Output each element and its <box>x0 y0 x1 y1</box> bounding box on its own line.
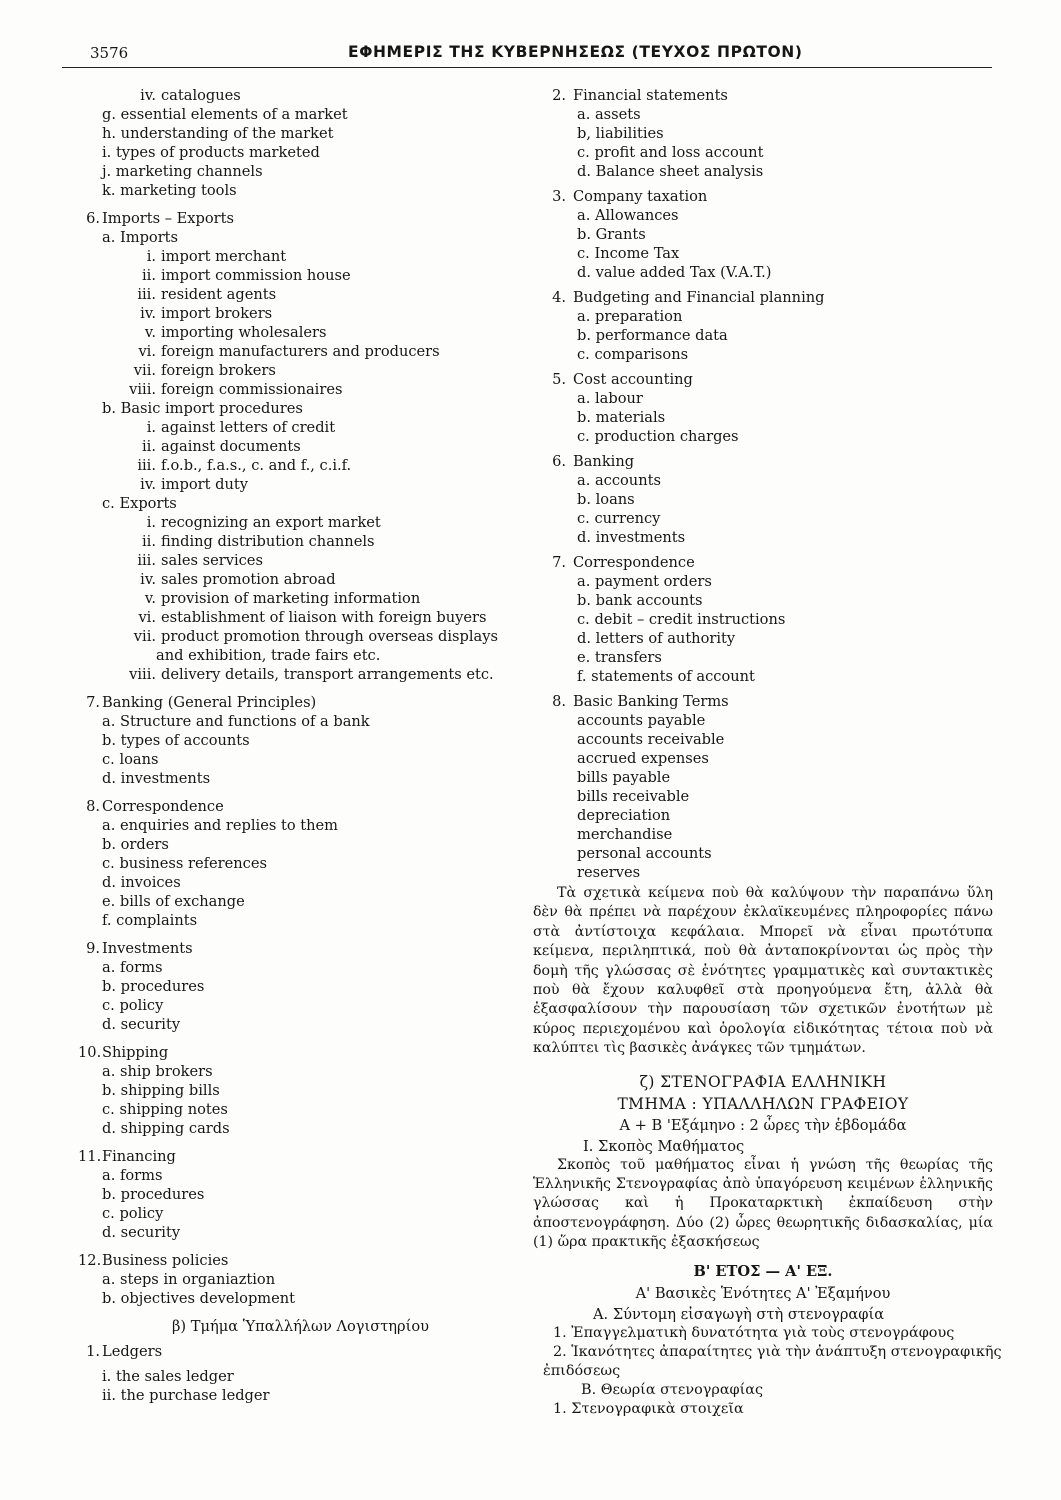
section-heading: 6. Imports – Exports <box>86 210 234 227</box>
list-item: a. forms <box>102 959 163 976</box>
list-item: vi. establishment of liaison with foreign buyers <box>138 609 487 626</box>
list-item: ii. against documents <box>142 438 301 455</box>
list-item: accrued expenses <box>577 750 709 767</box>
list-item: v. importing wholesalers <box>144 324 327 341</box>
list-item: a. accounts <box>577 472 661 489</box>
list-item: bills receivable <box>577 788 690 805</box>
list-item: iii. resident agents <box>137 286 277 303</box>
list-item: ii. the purchase ledger <box>102 1387 270 1404</box>
list-item: vi. foreign manufacturers and producers <box>138 343 440 360</box>
list-item: c. currency <box>577 510 661 527</box>
list-item: c. profit and loss account <box>577 144 764 161</box>
list-item: iv. import duty <box>140 476 248 493</box>
gazette-title: ΕΦΗΜΕΡΙΣ ΤΗΣ ΚΥΒΕΡΝΗΣΕΩΣ (ΤΕΥΧΟΣ ΠΡΩΤΟΝ) <box>348 43 803 61</box>
list-item: c. shipping notes <box>102 1101 228 1118</box>
list-item: a. payment orders <box>577 573 712 590</box>
section-heading: 7. Banking (General Principles) <box>86 694 317 711</box>
subsection-title: β) Τμήμα Ὑπαλλήλων Λογιστηρίου <box>172 1318 429 1335</box>
list-item-continuation: and exhibition, trade fairs etc. <box>156 647 381 664</box>
greek-paragraph: Σκοπὸς τοῦ μαθήματος εἶναι ἡ γνώση τῆς θεωρίας τῆς Ἑλληνικῆς Στενογραφίας ἀπὸ ὑπαγόρευση κειμένων ἑλληνικῆς γλώσσας καὶ ἡ Προκαταρκτικὴ ἐκπαίδευση στὴν ἀποστενογράφηση. Δύο (2) ὧρες θεωρητικῆς διδασκαλίας, μία (1) ὥρα πρακτικῆς ἐξασκήσεως <box>533 1156 993 1251</box>
list-item: a. forms <box>102 1167 163 1184</box>
greek-paragraph: Τὰ σχετικὰ κείμενα ποὺ θὰ καλύψουν τὴν παραπάνω ὕλη δὲν θὰ πρέπει νὰ παρέχουν ἐκλαϊκευμένες πληροφορίες πάνω στὰ ἀντίστοιχα κεφάλαια. Μπορεῖ νὰ εἶναι πρωτότυπα κείμενα, περιληπτικά, ποὺ θὰ ἀνταποκρίνονται ὡς πρὸς τὴν δομὴ τῆς γλώσσας σὲ ἑνότητες γραμματικὲς καὶ συντακτικὲς ποὺ θὰ ἔχουν καλυφθεῖ στὰ προηγούμενα ἔτη, ἀλλὰ θὰ ἐξασφαλίσουν τὴν παρουσίαση τῶν σχετικῶν ἐνοτήτων μὲ κύρος περιεχομένου καὶ ὁρολογία εἰδικότητας τέτοια ποὺ νὰ καλύπτει τὶς βασικὲς ἀνάγκες τῶν τμημάτων. <box>533 885 993 1057</box>
list-item: iv. import brokers <box>140 305 273 322</box>
section-heading: 8. Basic Banking Terms <box>552 693 729 710</box>
list-item: c. policy <box>102 1205 164 1222</box>
list-item: b. objectives development <box>102 1290 296 1307</box>
section-heading: 10.Shipping <box>78 1044 169 1061</box>
list-item: b. loans <box>577 491 635 508</box>
section-heading: 1. Ledgers <box>86 1343 163 1360</box>
list-item: iv. catalogues <box>140 87 241 104</box>
department-title: ΤΜΗΜΑ : ΥΠΑΛΛΗΛΩΝ ΓΡΑΦΕΙΟΥ <box>617 1094 909 1113</box>
list-item: b. orders <box>102 836 169 853</box>
right-column <box>533 86 1003 1419</box>
list-item: a. steps in organiaztion <box>102 1271 276 1288</box>
list-item: b. shipping bills <box>102 1082 220 1099</box>
list-item: personal accounts <box>577 845 712 862</box>
list-item: b. performance data <box>577 327 728 344</box>
list-item: i. recognizing an export market <box>146 514 381 531</box>
list-item: a. preparation <box>577 308 683 325</box>
list-item: c. debit – credit instructions <box>577 611 786 628</box>
section-heading: 9. Investments <box>86 940 193 957</box>
list-item: c. Income Tax <box>577 245 680 262</box>
section-heading: 4. Budgeting and Financial planning <box>552 289 825 306</box>
section-heading: 11.Financing <box>78 1148 176 1165</box>
year-heading: Β' ΕΤΟΣ — Α' ΕΞ. <box>693 1262 833 1280</box>
list-item: j. marketing channels <box>102 163 263 180</box>
list-item: viii. delivery details, transport arrangements etc. <box>129 666 494 683</box>
list-item: iii. sales services <box>137 552 263 569</box>
list-item: e. bills of exchange <box>102 893 245 910</box>
list-item: 1. Ἐπαγγελματικὴ δυνατότητα γιὰ τοὺς στενογράφους <box>553 1324 955 1341</box>
list-item: a. Structure and functions of a bank <box>102 713 370 730</box>
list-item: g. essential elements of a market <box>102 106 348 123</box>
subheading: Β. Θεωρία στενογραφίας <box>581 1381 764 1398</box>
list-item: d. Balance sheet analysis <box>577 163 764 180</box>
list-item: d. value added Tax (V.A.T.) <box>577 264 772 281</box>
page-header <box>62 40 992 64</box>
list-item: b. bank accounts <box>577 592 703 609</box>
list-item: d. investments <box>577 529 686 546</box>
list-item: b. Basic import procedures <box>102 400 303 417</box>
list-item: c. comparisons <box>577 346 689 363</box>
list-item: bills payable <box>577 769 671 786</box>
list-item: f. statements of account <box>577 668 755 685</box>
list-item: i. against letters of credit <box>146 419 336 436</box>
list-item: reserves <box>577 864 641 881</box>
list-item: d. invoices <box>102 874 181 891</box>
hours-line: Α + Β 'Εξάμηνο : 2 ὧρες τὴν ἑβδομάδα <box>619 1116 907 1134</box>
subheading: Α. Σύντομη εἰσαγωγὴ στὴ στενογραφία <box>593 1305 885 1323</box>
list-item: d. letters of authority <box>577 630 736 647</box>
list-item: viii. foreign commissionaires <box>129 381 343 398</box>
left-column <box>78 86 523 1405</box>
list-item: d. security <box>102 1016 181 1033</box>
list-item: d. investments <box>102 770 211 787</box>
list-item: f. complaints <box>102 912 198 929</box>
list-item: b. procedures <box>102 1186 205 1203</box>
list-item: d. shipping cards <box>102 1120 230 1137</box>
list-item: a. enquiries and replies to them <box>102 817 338 834</box>
list-item: 1. Στενογραφικὰ στοιχεῖα <box>553 1400 744 1417</box>
list-item: b. materials <box>577 409 666 426</box>
list-item: accounts receivable <box>577 731 725 748</box>
list-item: iii. f.o.b., f.a.s., c. and f., c.i.f. <box>137 457 352 474</box>
list-item: k. marketing tools <box>102 182 237 199</box>
list-item: v. provision of marketing information <box>144 590 421 607</box>
units-heading: Α' Βασικὲς Ἑνότητες Α' Ἐξαμήνου <box>635 1284 891 1302</box>
subheading: Ι. Σκοπὸς Μαθήματος <box>583 1137 745 1155</box>
list-item: d. security <box>102 1224 181 1241</box>
header-rule <box>62 67 992 68</box>
section-heading: 7. Correspondence <box>552 554 695 571</box>
list-item: i. the sales ledger <box>102 1368 234 1385</box>
list-item: i. import merchant <box>146 248 287 265</box>
page-number: 3576 <box>90 44 129 62</box>
list-item: b, liabilities <box>577 125 664 142</box>
section-heading: 12.Business policies <box>78 1252 229 1269</box>
list-item: accounts payable <box>577 712 706 729</box>
list-item: merchandise <box>577 826 673 843</box>
section-title: ζ) ΣΤΕΝΟΓΡΑΦΙΑ ΕΛΛΗΝΙΚΗ <box>639 1072 887 1091</box>
list-item: i. types of products marketed <box>102 144 320 161</box>
list-item: ii. import commission house <box>142 267 351 284</box>
list-item: vii. product promotion through overseas displays <box>133 628 498 645</box>
list-item: a. labour <box>577 390 643 407</box>
section-heading: 6. Banking <box>552 453 635 470</box>
list-item-continuation: ἐπιδόσεως <box>543 1362 621 1379</box>
list-item: e. transfers <box>577 649 662 666</box>
list-item: h. understanding of the market <box>102 125 334 142</box>
list-item: ii. finding distribution channels <box>142 533 375 550</box>
list-item: a. assets <box>577 106 641 123</box>
list-item: depreciation <box>577 807 671 824</box>
list-item: c. business references <box>102 855 267 872</box>
list-item: c. policy <box>102 997 164 1014</box>
list-item: c. loans <box>102 751 159 768</box>
section-heading: 3. Company taxation <box>552 188 708 205</box>
list-item: c. production charges <box>577 428 739 445</box>
list-item: b. procedures <box>102 978 205 995</box>
list-item: c. Exports <box>102 495 177 512</box>
list-item: a. ship brokers <box>102 1063 213 1080</box>
list-item: 2. Ἱκανότητες ἀπαραίτητες γιὰ τὴν ἀνάπτυξη στενογραφικῆς <box>553 1343 1002 1360</box>
list-item: a. Imports <box>102 229 179 246</box>
list-item: b. types of accounts <box>102 732 250 749</box>
section-heading: 5. Cost accounting <box>552 371 693 388</box>
list-item: b. Grants <box>577 226 646 243</box>
section-heading: 8. Correspondence <box>86 798 224 815</box>
list-item: a. Allowances <box>577 207 679 224</box>
list-item: vii. foreign brokers <box>133 362 276 379</box>
list-item: iv. sales promotion abroad <box>140 571 336 588</box>
section-heading: 2. Financial statements <box>552 87 728 104</box>
